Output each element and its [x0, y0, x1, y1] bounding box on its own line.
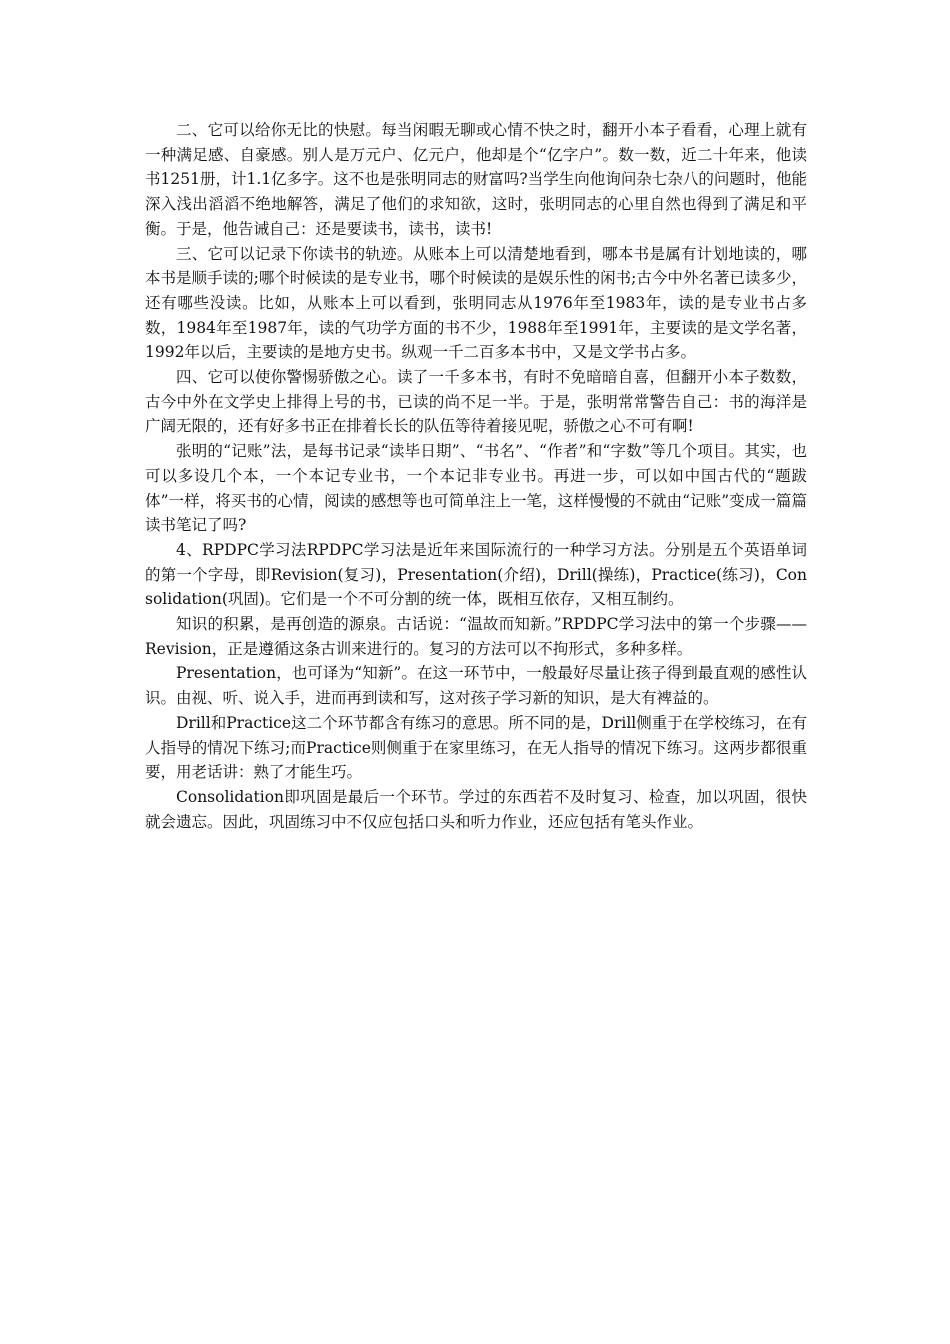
paragraph-rpdpc-intro: 4、RPDPC学习法RPDPC学习法是近年来国际流行的一种学习方法。分别是五个英语单词的第一个字母，即Revision(复习)，Presentation(介绍)，Drill(操练)，Practice(练习)，Consolidation(巩固)。它们是一个不可分割的统一体，既相互依存，又相互制约。 [145, 540, 807, 609]
paragraph-presentation: Presentation，也可译为“知新”。在这一环节中，一般最好尽量让孩子得到最直观的感性认识。由视、听、说入手，进而再到读和写，这对孩子学习新的知识，是大有裨益的。 [145, 664, 807, 708]
paragraph-benefit-two: 二、它可以给你无比的快慰。每当闲暇无聊或心情不快之时，翻开小本子看看，心理上就有一种满足感、自豪感。别人是万元户、亿元户，他却是个“亿字户”。数一数，近二十年来，他读书1251册，计1.1亿多字。这不也是张明同志的财富吗?当学生向他询问杂七杂八的问题时，他能深入浅出滔滔不绝地解答，满足了他们的求知欲，这时，张明同志的心里自然也得到了满足和平衡。于是，他告诫自己：还是要读书，读书，读书! [145, 121, 807, 238]
paragraph-benefit-four: 四、它可以使你警惕骄傲之心。读了一千多本书，有时不免暗暗自喜，但翻开小本子数数，古今中外在文学史上排得上号的书，已读的尚不足一半。于是，张明常常警告自己：书的海洋是广阔无限的，还有好多书正在排着长长的队伍等待着接见呢，骄傲之心不可有啊! [145, 368, 807, 436]
paragraph-benefit-three: 三、它可以记录下你读书的轨迹。从账本上可以清楚地看到，哪本书是属有计划地读的，哪本书是顺手读的;哪个时候读的是专业书，哪个时候读的是娱乐性的闲书;古今中外名著已读多少，还有哪些没读。比如，从账本上可以看到，张明同志从1976年至1983年，读的是专业书占多数，1984年至1987年，读的气功学方面的书不少，1988年至1991年，主要读的是文学名著，1992年以后，主要读的是地方史书。纵观一千二百多本书中，又是文学书占多。 [145, 244, 807, 362]
paragraph-revision: 知识的积累，是再创造的源泉。古话说：“温故而知新。”RPDPC学习法中的第一个步骤——Revision，正是遵循这条古训来进行的。复习的方法可以不拘形式，多种多样。 [145, 615, 807, 658]
document-body [145, 118, 807, 834]
paragraph-drill-practice: Drill和Practice这二个环节都含有练习的意思。所不同的是，Drill侧重于在学校练习，在有人指导的情况下练习;而Practice则侧重于在家里练习，在无人指导的情况下练习。这两步都很重要，用老话讲：熟了才能生巧。 [145, 713, 807, 782]
paragraph-consolidation: Consolidation即巩固是最后一个环节。学过的东西若不及时复习、检查，加以巩固，很快就会遗忘。因此，巩固练习中不仅应包括口头和听力作业，还应包括有笔头作业。 [145, 787, 807, 831]
paragraph-bookkeeping-method: 张明的“记账”法，是每书记录“读毕日期”、“书名”、“作者”和“字数”等几个项目。其实，也可以多设几个本，一个本记专业书，一个本记非专业书。再进一步，可以如中国古代的“题跋体”一样，将买书的心情，阅读的感想等也可简单注上一笔，这样慢慢的不就由“记账”变成一篇篇读书笔记了吗? [145, 442, 807, 535]
